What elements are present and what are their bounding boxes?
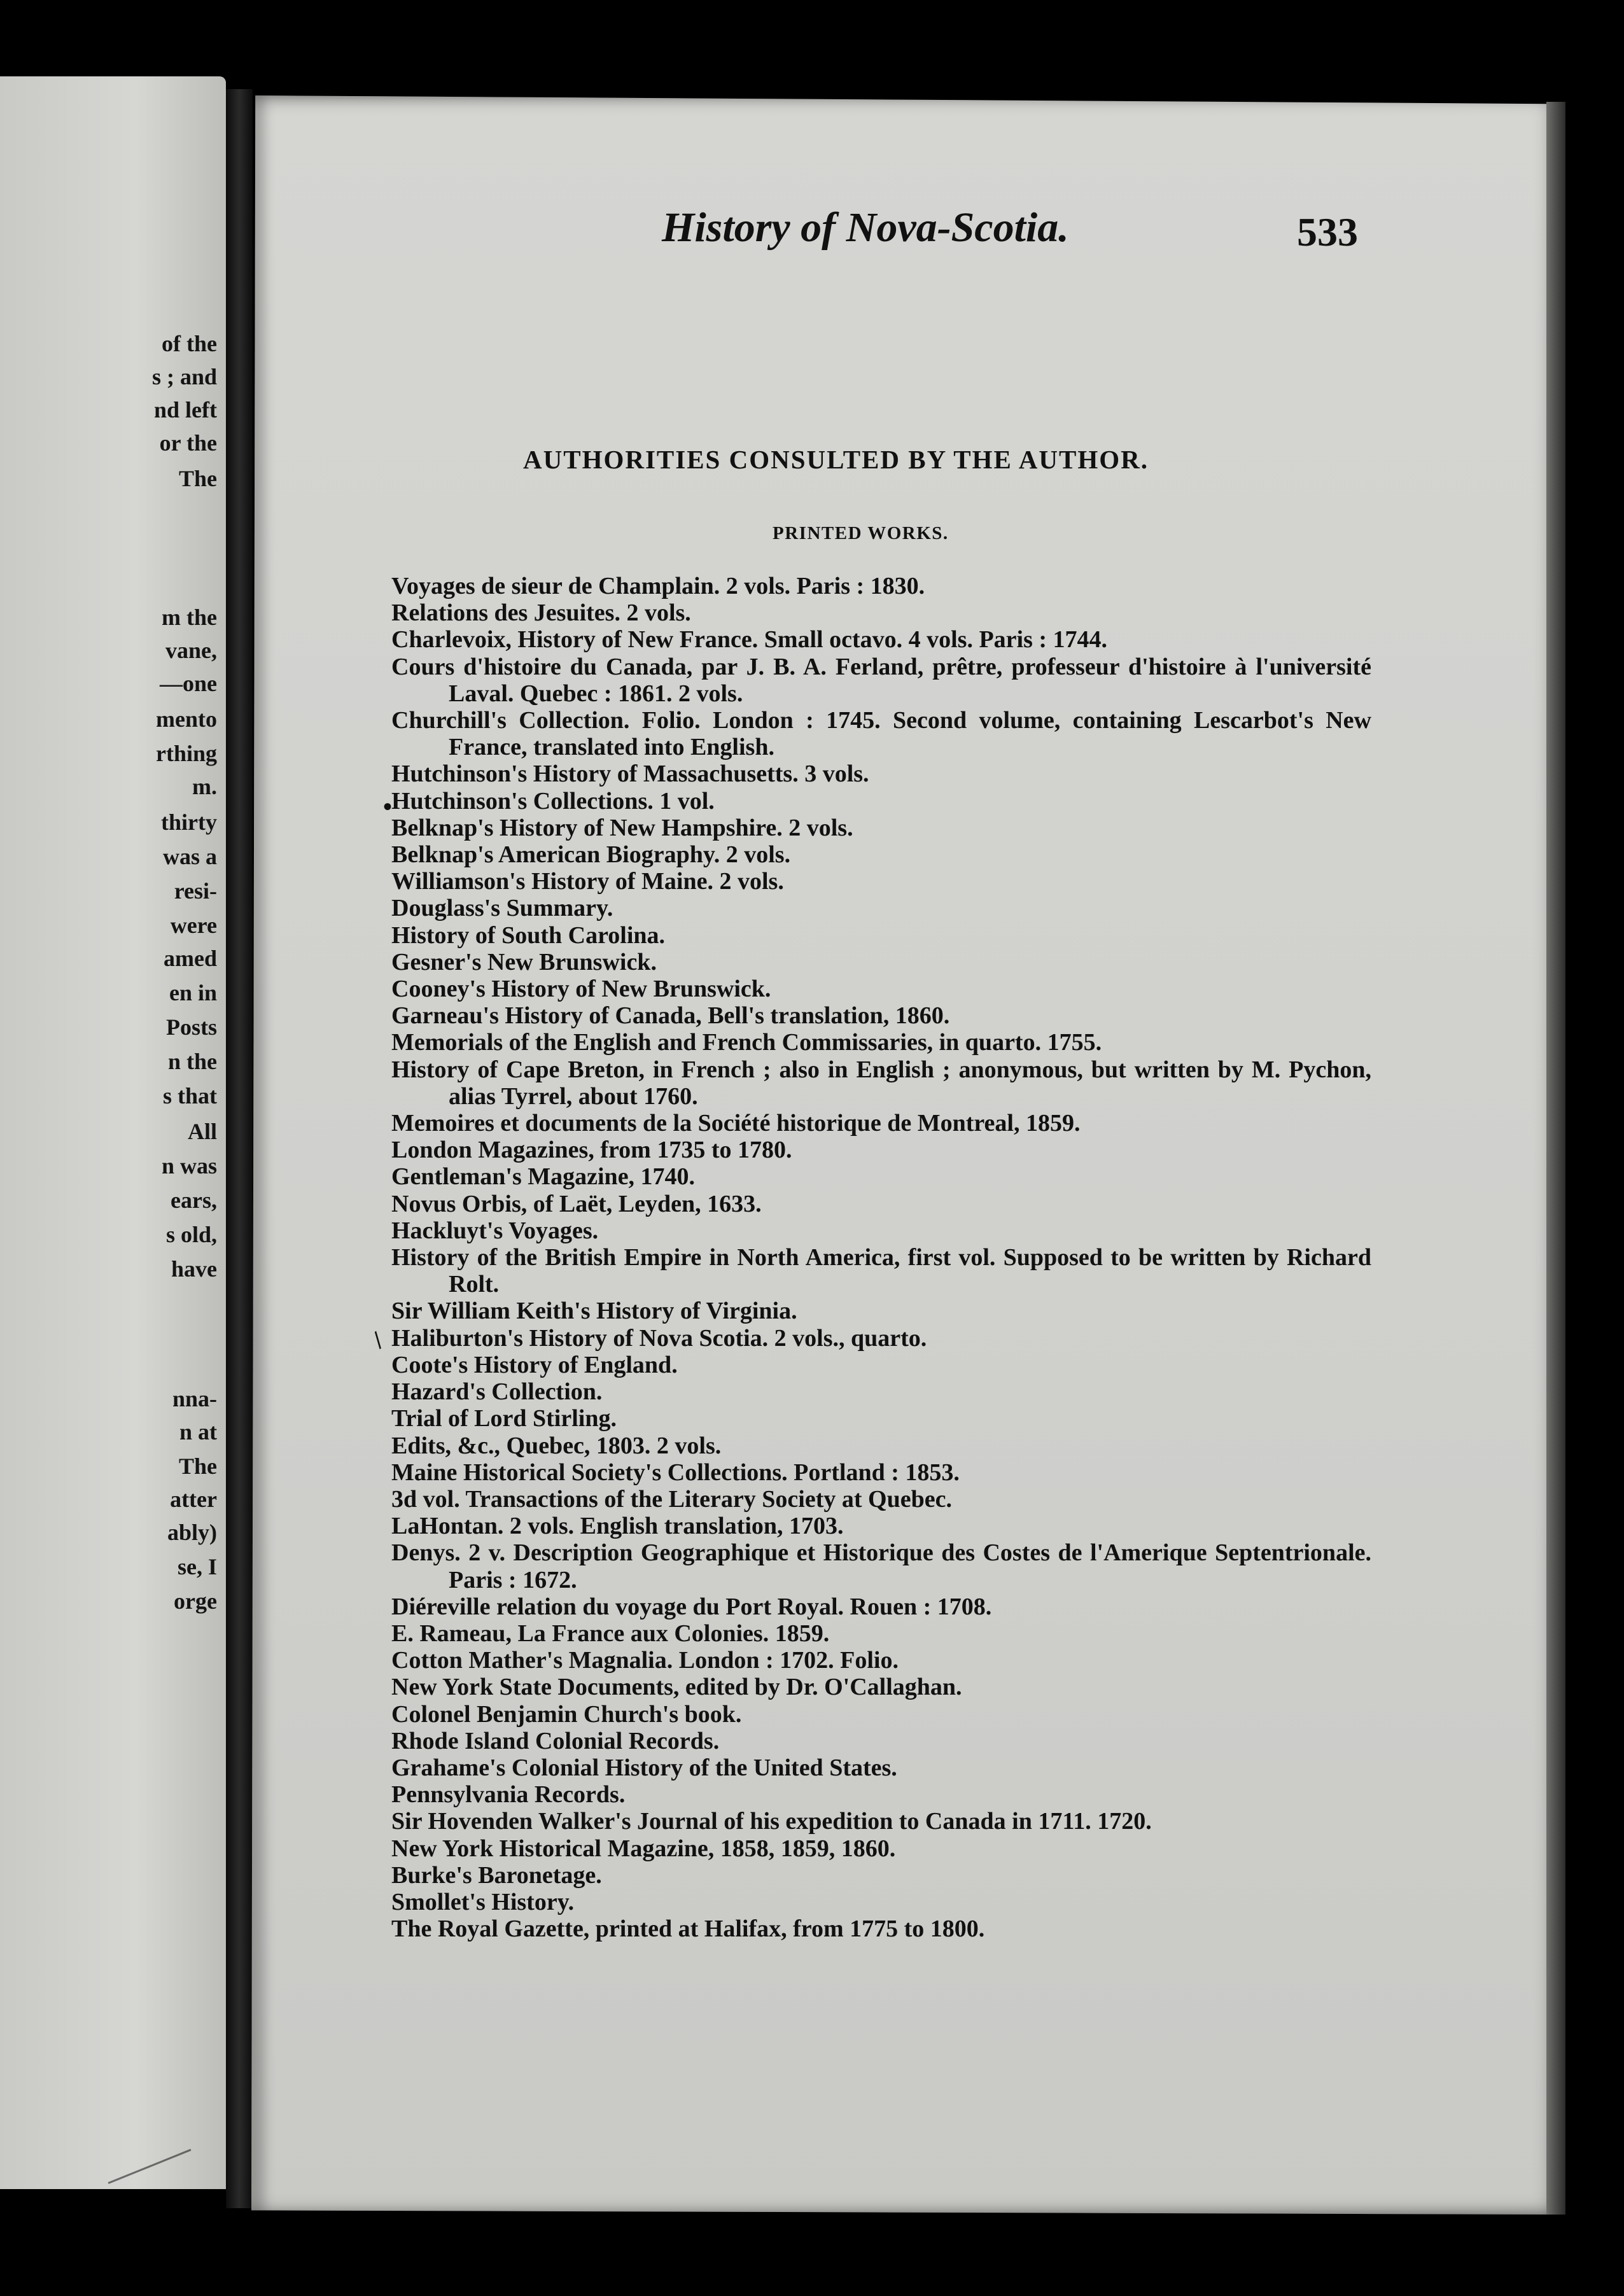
bibliography-entry: Sir William Keith's History of Virginia.: [391, 1298, 797, 1325]
section-subheading: PRINTED WORKS.: [773, 523, 949, 543]
margin-tick-mark: /: [367, 1326, 389, 1354]
bibliography-entry: History of Cape Breton, in French ; also in English ; anonymous, but written by M. Pychon, alias Tyrrel, about 1760.: [391, 1056, 1371, 1110]
bibliography-entry: Edits, &c., Quebec, 1803. 2 vols.: [391, 1432, 722, 1459]
bibliography-entry: Memorials of the English and French Commissaries, in quarto. 1755.: [391, 1029, 1102, 1056]
left-page-fragment: n was: [161, 1153, 217, 1179]
bibliography-entry: Hutchinson's History of Massachusetts. 3 vols.: [391, 760, 869, 788]
left-page-fragment: mento: [156, 706, 217, 732]
left-page-fragment: en in: [169, 980, 217, 1005]
left-page-fragment: All: [187, 1119, 217, 1144]
bibliography-entry: London Magazines, from 1735 to 1780.: [391, 1137, 792, 1164]
left-page-fragment: amed: [164, 946, 217, 971]
bibliography-entry: Charlevoix, History of New France. Small octavo. 4 vols. Paris : 1744.: [391, 626, 1108, 654]
left-page-fragment: thirty: [161, 809, 217, 835]
bibliography-entry: Denys. 2 v. Description Geographique et Historique des Costes de l'Amerique Septentrionale. Paris : 1672.: [391, 1539, 1371, 1593]
bibliography-entry: Hazard's Collection.: [391, 1378, 603, 1406]
bibliography-entry: Relations des Jesuites. 2 vols.: [391, 599, 691, 627]
bibliography-entry: Hackluyt's Voyages.: [391, 1217, 599, 1244]
bibliography-entry: Pennsylvania Records.: [391, 1781, 626, 1809]
bibliography-entry: Churchill's Collection. Folio. London : 1745. Second volume, containing Lescarbot's New France, translated into English.: [391, 707, 1371, 761]
bibliography-entry: Burke's Baronetage.: [391, 1861, 602, 1889]
page-number: 533: [1297, 209, 1358, 255]
left-page-fragment: of the: [162, 331, 217, 356]
bibliography-entry: Douglass's Summary.: [391, 895, 613, 922]
bibliography-entry: Gesner's New Brunswick.: [391, 948, 657, 976]
bibliography-entry: Belknap's History of New Hampshire. 2 vols.: [391, 814, 853, 841]
left-page-fragment: —one: [160, 671, 217, 696]
margin-dot-mark: •: [383, 792, 393, 821]
left-page-fragment: n the: [167, 1049, 217, 1074]
bibliography-entry: Cours d'histoire du Canada, par J. B. A. Ferland, prêtre, professeur d'histoire à l'université Laval. Quebec : 1861. 2 vols.: [391, 653, 1371, 707]
bibliography-entry: Belknap's American Biography. 2 vols.: [391, 841, 791, 869]
left-page-fragment: nna-: [172, 1386, 217, 1411]
bibliography-entry: 3d vol. Transactions of the Literary Society at Quebec.: [391, 1485, 952, 1513]
left-page-fragment: n at: [179, 1419, 217, 1445]
bibliography-entry: Memoires et documents de la Société historique de Montreal, 1859.: [391, 1110, 1081, 1137]
left-page-fragment: m.: [192, 774, 217, 799]
bibliography-entry: Novus Orbis, of Laët, Leyden, 1633.: [391, 1190, 762, 1217]
left-page-fragment: vane,: [165, 638, 217, 663]
bibliography-entry: Cotton Mather's Magnalia. London : 1702. Folio.: [391, 1647, 899, 1674]
bibliography-entry: Garneau's History of Canada, Bell's translation, 1860.: [391, 1002, 950, 1030]
bibliography-entry: E. Rameau, La France aux Colonies. 1859.: [391, 1620, 830, 1647]
left-page-fragment: s ; and: [151, 364, 217, 389]
bibliography-entry: Grahame's Colonial History of the United States.: [391, 1754, 897, 1781]
bibliography-entry: Hutchinson's Collections. 1 vol.: [391, 787, 715, 815]
bibliography-entry: History of South Carolina.: [391, 921, 666, 949]
bibliography-entry: New York State Documents, edited by Dr. O'Callaghan.: [391, 1674, 962, 1701]
left-page-fragment: have: [171, 1256, 217, 1282]
left-page-fragment: Posts: [166, 1014, 217, 1040]
bibliography-entry: Trial of Lord Stirling.: [391, 1405, 617, 1432]
left-page-fragment: orge: [174, 1588, 217, 1614]
bibliography-entry: Williamson's History of Maine. 2 vols.: [391, 868, 784, 895]
bibliography-entry: Voyages de sieur de Champlain. 2 vols. Paris : 1830.: [391, 573, 925, 599]
bibliography-entry: Sir Hovenden Walker's Journal of his expedition to Canada in 1711. 1720.: [391, 1808, 1152, 1835]
left-page-fragment: ably): [167, 1520, 217, 1545]
left-page: [0, 76, 226, 2189]
bibliography-entry: The Royal Gazette, printed at Halifax, from 1775 to 1800.: [391, 1915, 985, 1943]
left-page-fragment: s that: [162, 1083, 217, 1109]
page-edge: [1546, 102, 1565, 2215]
page-gutter: [226, 89, 253, 2208]
left-page-fragment: s old,: [165, 1222, 217, 1247]
running-head: History of Nova-Scotia.: [662, 204, 1069, 251]
left-page-fragment: m the: [162, 605, 217, 630]
bibliography-entry: Cooney's History of New Brunswick.: [391, 976, 771, 1003]
bibliography-entry: Colonel Benjamin Church's book.: [391, 1700, 742, 1728]
left-page-fragment: ears,: [171, 1187, 217, 1213]
bibliography-list: [391, 573, 1371, 1942]
left-page-fragment: rthing: [155, 741, 217, 766]
bibliography-entry: New York Historical Magazine, 1858, 1859, 1860.: [391, 1835, 896, 1862]
bibliography-entry: History of the British Empire in North America, first vol. Supposed to be written by Richard Rolt.: [391, 1244, 1371, 1298]
bibliography-entry: Maine Historical Society's Collections. Portland : 1853.: [391, 1459, 960, 1486]
bibliography-entry: Diéreville relation du voyage du Port Royal. Rouen : 1708.: [391, 1593, 992, 1620]
bibliography-entry: Smollet's History.: [391, 1888, 575, 1915]
bibliography-entry: Haliburton's History of Nova Scotia. 2 vols., quarto.: [391, 1324, 927, 1352]
left-page-fragment: nd left: [154, 397, 217, 423]
bibliography-entry: Coote's History of England.: [391, 1351, 678, 1378]
bibliography-entry: Gentleman's Magazine, 1740.: [391, 1163, 696, 1191]
section-heading: AUTHORITIES CONSULTED BY THE AUTHOR.: [523, 445, 1149, 474]
left-page-fragment: or the: [159, 430, 217, 456]
left-page-fragment: were: [170, 913, 217, 938]
bibliography-entry: LaHontan. 2 vols. English translation, 1703.: [391, 1513, 844, 1540]
left-page-fragment: The: [178, 466, 217, 491]
bibliography-entry: Rhode Island Colonial Records.: [391, 1727, 720, 1754]
left-page-fragment: se, I: [178, 1554, 217, 1579]
left-page-fragment: atter: [170, 1487, 217, 1512]
left-page-fragment: was a: [162, 844, 217, 869]
left-page-fragment: resi-: [174, 878, 217, 904]
left-page-fragment: The: [178, 1453, 217, 1479]
